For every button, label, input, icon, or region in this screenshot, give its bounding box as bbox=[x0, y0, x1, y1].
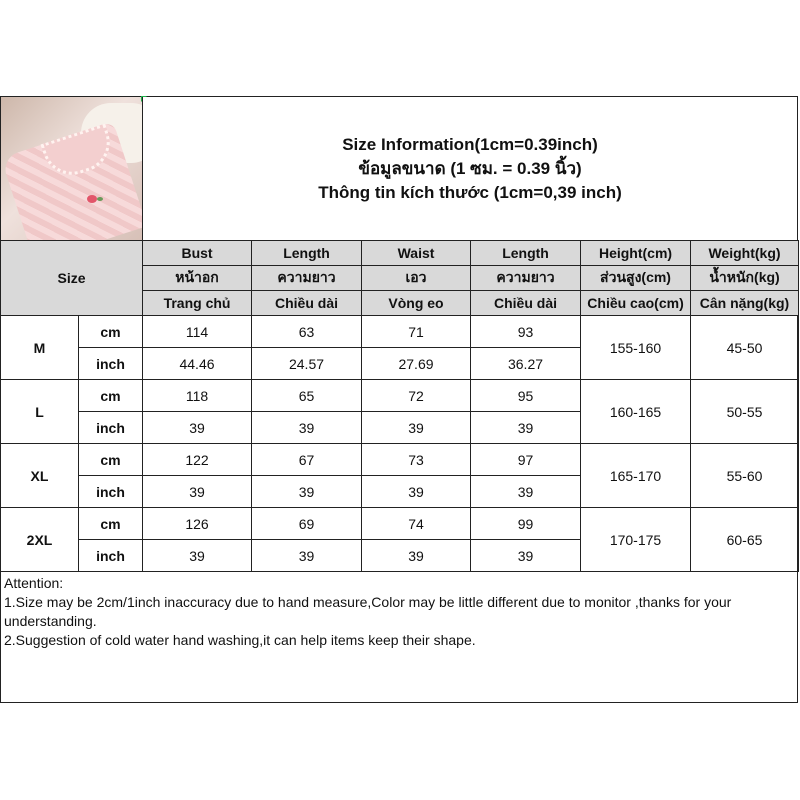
size-name: L bbox=[1, 380, 79, 444]
size-name: 2XL bbox=[1, 508, 79, 572]
col-header-weight-th: น้ำหนัก(kg) bbox=[691, 266, 799, 291]
unit-label-cm: cm bbox=[79, 508, 143, 540]
cm-value: 126 bbox=[143, 508, 252, 540]
cm-value: 114 bbox=[143, 316, 252, 348]
inch-value: 39 bbox=[471, 540, 581, 572]
cm-value: 99 bbox=[471, 508, 581, 540]
table-row bbox=[1, 380, 799, 412]
weight-range: 55-60 bbox=[691, 444, 799, 508]
col-header-length-vi: Chiều dài bbox=[252, 291, 362, 316]
flower-icon bbox=[87, 195, 97, 203]
col-header-length2-vi: Chiều dài bbox=[471, 291, 581, 316]
unit-label-inch: inch bbox=[79, 476, 143, 508]
attention-notes bbox=[4, 574, 794, 650]
height-range: 165-170 bbox=[581, 444, 691, 508]
col-header-length2-en: Length bbox=[471, 241, 581, 266]
size-label: Size bbox=[1, 241, 143, 316]
cm-value: 71 bbox=[362, 316, 471, 348]
inch-value: 36.27 bbox=[471, 348, 581, 380]
col-header-weight-en: Weight(kg) bbox=[691, 241, 799, 266]
attention-title: Attention: bbox=[4, 575, 64, 591]
inch-value: 39 bbox=[143, 476, 252, 508]
height-range: 170-175 bbox=[581, 508, 691, 572]
header-line-vi: Thông tin kích thước (1cm=0,39 inch) bbox=[318, 182, 622, 202]
cm-value: 69 bbox=[252, 508, 362, 540]
header-line-en: Size Information(1cm=0.39inch) bbox=[342, 134, 598, 154]
cm-value: 97 bbox=[471, 444, 581, 476]
col-header-length-en: Length bbox=[252, 241, 362, 266]
inch-value: 27.69 bbox=[362, 348, 471, 380]
cm-value: 73 bbox=[362, 444, 471, 476]
size-info-header bbox=[142, 97, 797, 240]
leaf-icon bbox=[97, 197, 103, 201]
inch-value: 39 bbox=[252, 476, 362, 508]
col-header-bust-en: Bust bbox=[143, 241, 252, 266]
weight-range: 50-55 bbox=[691, 380, 799, 444]
weight-range: 45-50 bbox=[691, 316, 799, 380]
col-header-weight-vi: Cân nặng(kg) bbox=[691, 291, 799, 316]
cm-value: 74 bbox=[362, 508, 471, 540]
height-range: 160-165 bbox=[581, 380, 691, 444]
cm-value: 72 bbox=[362, 380, 471, 412]
table-row bbox=[1, 508, 799, 540]
inch-value: 39 bbox=[252, 412, 362, 444]
header-line-th: ข้อมูลขนาด (1 ซม. = 0.39 นิ้ว) bbox=[358, 158, 582, 178]
size-name: M bbox=[1, 316, 79, 380]
height-range: 155-160 bbox=[581, 316, 691, 380]
inch-value: 39 bbox=[143, 540, 252, 572]
inch-value: 24.57 bbox=[252, 348, 362, 380]
inch-value: 39 bbox=[143, 412, 252, 444]
cm-value: 93 bbox=[471, 316, 581, 348]
inch-value: 39 bbox=[362, 412, 471, 444]
inch-value: 39 bbox=[252, 540, 362, 572]
unit-label-cm: cm bbox=[79, 380, 143, 412]
weight-range: 60-65 bbox=[691, 508, 799, 572]
col-header-height-en: Height(cm) bbox=[581, 241, 691, 266]
inch-value: 39 bbox=[362, 540, 471, 572]
unit-label-inch: inch bbox=[79, 348, 143, 380]
unit-label-cm: cm bbox=[79, 444, 143, 476]
col-header-height-vi: Chiều cao(cm) bbox=[581, 291, 691, 316]
cm-value: 67 bbox=[252, 444, 362, 476]
cm-value: 63 bbox=[252, 316, 362, 348]
col-header-length-th: ความยาว bbox=[252, 266, 362, 291]
unit-label-cm: cm bbox=[79, 316, 143, 348]
cm-value: 65 bbox=[252, 380, 362, 412]
col-header-bust-th: หน้าอก bbox=[143, 266, 252, 291]
size-name: XL bbox=[1, 444, 79, 508]
product-photo bbox=[1, 97, 142, 240]
col-header-waist-vi: Vòng eo bbox=[362, 291, 471, 316]
unit-label-inch: inch bbox=[79, 540, 143, 572]
table-row bbox=[1, 444, 799, 476]
col-header-length2-th: ความยาว bbox=[471, 266, 581, 291]
col-header-waist-th: เอว bbox=[362, 266, 471, 291]
inch-value: 44.46 bbox=[143, 348, 252, 380]
unit-label-inch: inch bbox=[79, 412, 143, 444]
inch-value: 39 bbox=[362, 476, 471, 508]
col-header-height-th: ส่วนสูง(cm) bbox=[581, 266, 691, 291]
table-row bbox=[1, 316, 799, 348]
size-table bbox=[0, 240, 799, 572]
inch-value: 39 bbox=[471, 412, 581, 444]
cm-value: 122 bbox=[143, 444, 252, 476]
attention-item-2: 2.Suggestion of cold water hand washing,it can help items keep their shape. bbox=[4, 632, 476, 648]
cm-value: 95 bbox=[471, 380, 581, 412]
header-row-en bbox=[1, 241, 799, 266]
inch-value: 39 bbox=[471, 476, 581, 508]
col-header-waist-en: Waist bbox=[362, 241, 471, 266]
attention-item-1: 1.Size may be 2cm/1inch inaccuracy due to hand measure,Color may be little different due to monitor ,thanks for your understanding. bbox=[4, 594, 732, 629]
col-header-bust-vi: Trang chủ bbox=[143, 291, 252, 316]
cm-value: 118 bbox=[143, 380, 252, 412]
